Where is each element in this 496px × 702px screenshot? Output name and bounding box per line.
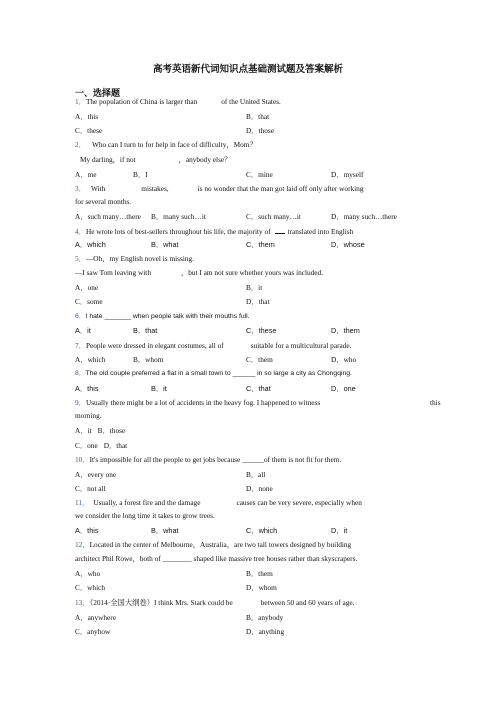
option-d[interactable]: D．many such…there: [331, 212, 397, 221]
option-c[interactable]: C．these: [246, 326, 277, 335]
question-text-cont: My darling，if not: [80, 155, 136, 164]
question-7: [75, 341, 351, 351]
option-d[interactable]: D．anything: [246, 627, 285, 636]
question-text-cont: translated into English: [287, 227, 354, 236]
question-3: [75, 184, 363, 194]
option-c[interactable]: C．mine: [246, 170, 273, 179]
option-d[interactable]: D．whose: [331, 240, 365, 249]
question-4: [75, 226, 353, 237]
option-d[interactable]: D．that: [246, 297, 270, 306]
option-b[interactable]: B．what: [151, 240, 179, 249]
question-1: [75, 97, 281, 107]
question-number: 13．: [75, 598, 90, 607]
question-text-cont: causes can be very severe, especially when: [236, 498, 362, 507]
option-b[interactable]: B．many such…it: [151, 212, 206, 221]
option-c[interactable]: C．them: [246, 240, 275, 249]
option-c[interactable]: C．these: [75, 126, 103, 135]
option-b[interactable]: B．I: [133, 170, 148, 179]
question-text: Who can I turn to for help in face of difficulty，Mom？: [91, 140, 257, 149]
question-number: 2．: [75, 140, 86, 149]
question-11: [75, 498, 362, 508]
option-c[interactable]: C．them: [246, 355, 273, 364]
question-2: [75, 140, 257, 150]
question-text-cont2: ，but I am not sure whether yours was included.: [180, 268, 324, 277]
question-number: 1．: [75, 97, 86, 106]
question-9: [75, 398, 320, 408]
option-d[interactable]: D．whom: [246, 583, 277, 592]
option-a[interactable]: A．which: [75, 355, 106, 364]
option-c[interactable]: C．some: [75, 297, 103, 306]
question-9-tail: this: [430, 398, 441, 407]
question-text: It's impossible for all the people to get jobs because ______of them is not fit for them.: [89, 455, 342, 464]
document-title: 高考英语新代词知识点基础测试题及答案解析: [152, 65, 343, 75]
option-d[interactable]: D．those: [246, 126, 274, 135]
option-c[interactable]: C．which: [246, 526, 278, 535]
option-a-label[interactable]: A．it: [75, 426, 92, 435]
option-c[interactable]: C．not all: [75, 484, 106, 493]
option-d[interactable]: D．them: [331, 326, 360, 335]
question-number: 11．: [75, 498, 90, 507]
option-c[interactable]: C．that: [246, 384, 271, 393]
question-text: Located in the center of Melbourne，Australia，are two tall towers designed by building: [89, 540, 352, 549]
question-number: 6．: [75, 313, 86, 320]
question-text: The population of China is larger than: [85, 97, 198, 106]
question-5-line2: [75, 268, 323, 278]
question-text: I hate _______ when people talk with their mouths full.: [85, 313, 250, 320]
question-number: 8．: [75, 370, 86, 377]
question-5: [75, 254, 194, 264]
option-b[interactable]: B．them: [246, 569, 273, 578]
question-text-cont: between 50 and 60 years of age.: [260, 598, 355, 607]
question-12: [75, 540, 351, 550]
question-text: People were dressed in elegant costumes, all of: [85, 341, 224, 350]
option-a[interactable]: A．every one: [75, 470, 117, 479]
question-text-cont2: ，anybody else？: [178, 155, 232, 164]
option-a[interactable]: A．me: [75, 170, 97, 179]
option-b[interactable]: B．it: [151, 384, 167, 393]
question-text-cont: suitable for a multicultural parade.: [250, 341, 352, 350]
question-text-cont: of the United States.: [221, 97, 281, 106]
option-d-label[interactable]: D．that: [103, 441, 128, 450]
question-6: [75, 312, 250, 322]
question-13: [75, 598, 355, 608]
section-heading: 一、选择题: [75, 88, 121, 98]
question-text: The old couple preferred a flat in a small town to ______ in so large a city as Chongqing.: [85, 370, 352, 377]
question-3-line2: for several months.: [75, 197, 132, 206]
question-9-line2: morning.: [75, 411, 102, 420]
option-b-label[interactable]: B．those: [97, 426, 126, 435]
question-number: 3．: [75, 184, 86, 193]
option-b[interactable]: B．it: [246, 283, 263, 292]
option-c: [75, 441, 127, 451]
option-a[interactable]: A．anywhere: [75, 613, 116, 622]
option-b[interactable]: B．all: [246, 470, 266, 479]
question-text: With: [90, 184, 106, 193]
option-a[interactable]: A．this: [75, 112, 99, 121]
option-d[interactable]: D．it: [331, 526, 348, 535]
option-a: [75, 426, 125, 436]
option-b[interactable]: B．that: [133, 326, 158, 335]
question-number: 7．: [75, 341, 86, 350]
question-number: 12．: [75, 540, 90, 549]
option-d[interactable]: D．none: [246, 484, 273, 493]
option-c-label[interactable]: C．one: [75, 441, 98, 450]
question-8: [75, 369, 352, 379]
option-a[interactable]: A．which: [75, 240, 106, 249]
option-d[interactable]: D．one: [331, 384, 356, 393]
question-number: 5．: [75, 254, 86, 263]
question-2-line2: [80, 155, 231, 165]
question-text-cont: —I saw Tom leaving with: [75, 268, 151, 277]
question-number: 9．: [75, 398, 86, 407]
option-b[interactable]: B．that: [246, 112, 270, 121]
option-b[interactable]: B．whom: [133, 355, 164, 364]
option-a[interactable]: A．who: [75, 569, 101, 578]
question-text: He wrote lots of best-sellers throughout his life, the majority of: [85, 227, 271, 236]
question-text: —Oh，my English novel is missing.: [85, 254, 194, 263]
option-c[interactable]: C．anyhow: [75, 627, 111, 636]
question-text: Usually, a forest fire and the damage: [93, 498, 201, 507]
option-a[interactable]: A．such many…there: [75, 212, 141, 221]
question-number: 10．: [75, 455, 90, 464]
question-11-line2: we consider the long time it takes to grow trees.: [75, 511, 215, 520]
question-number: 4．: [75, 227, 86, 236]
option-b[interactable]: B．what: [151, 526, 179, 535]
option-b[interactable]: B．anybody: [246, 613, 284, 622]
option-d[interactable]: D．myself: [331, 170, 364, 179]
option-a[interactable]: A．this: [75, 526, 99, 535]
option-a[interactable]: A．this: [75, 384, 99, 393]
option-d[interactable]: D．who: [331, 355, 357, 364]
option-c[interactable]: C．such many…it: [246, 212, 301, 221]
question-text: Usually there might be a lot of accidents in the heavy fog. I happened to witness: [85, 398, 321, 407]
question-text: （2014·全国大纲卷）I think Mrs. Stark could be: [89, 598, 233, 607]
question-text-cont: mistakes,: [141, 184, 169, 193]
option-a[interactable]: A．one: [75, 283, 99, 292]
option-a[interactable]: A．it: [75, 326, 91, 335]
option-c[interactable]: C．which: [75, 583, 105, 592]
question-10: [75, 455, 341, 465]
question-12-line2: architect Phil Rowe，both of ________ shaped like massive tree houses rather than skyscrapers.: [75, 554, 358, 563]
question-text-cont2: is no wonder that the man got laid off only after working: [197, 184, 364, 193]
